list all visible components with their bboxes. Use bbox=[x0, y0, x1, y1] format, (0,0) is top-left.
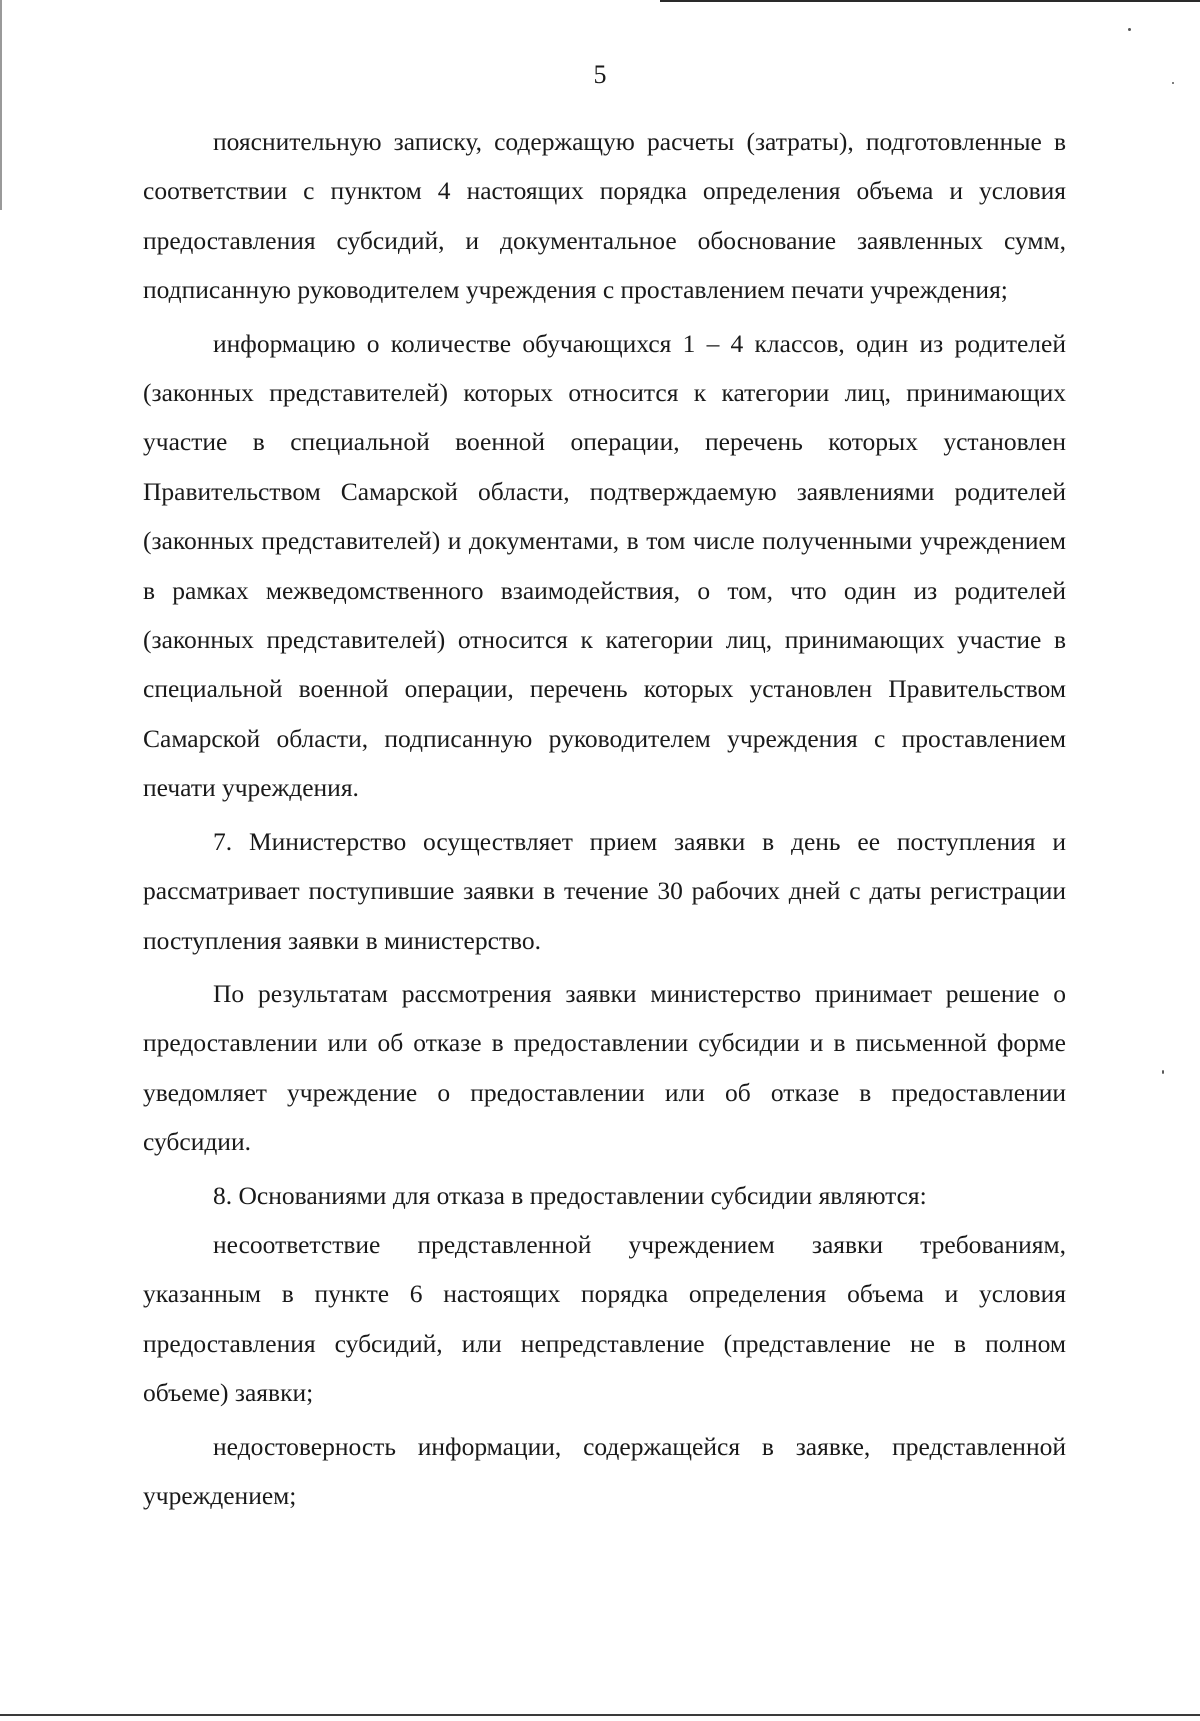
scan-speck bbox=[1162, 1070, 1164, 1074]
paragraph-item-8: 8. Основаниями для отказа в предоставлении субсидии являются: bbox=[213, 1180, 927, 1210]
scan-left-edge bbox=[0, 0, 2, 210]
scan-speck bbox=[1128, 28, 1131, 31]
scan-top-edge bbox=[660, 0, 1200, 2]
paragraph-unreliable-info: недостоверность информации, содержащейся в заявке, представленной учреждением; bbox=[143, 1431, 1066, 1510]
paragraph-student-info: информацию о количестве обучающихся 1 – 4 классов, один из родителей (законных представителей) которых относится к категории лиц, принимающих участие в специальной военной операции, перечень которых установлен Правительством Самарской области, подтверждаемую заявлениями родителей (законных представителей) и документами, в том числе полученными учреждением в рамках межведомственного взаимодействия, о том, что один из родителей (законных представителей) относится к категории лиц, принимающих участие в специальной военной операции, перечень которых установлен Правительством Самарской области, подписанную руководителем учреждения с проставлением печати учреждения. bbox=[143, 328, 1066, 803]
paragraph-review-results: По результатам рассмотрения заявки министерство принимает решение о предоставлении или об отказе в предоставлении субсидии и в письменной форме уведомляет учреждение о предоставлении или об отказе в предоставлении субсидии. bbox=[143, 978, 1066, 1157]
scan-bottom-edge bbox=[0, 1714, 1200, 1716]
paragraph-explanatory-note: пояснительную записку, содержащую расчеты (затраты), подготовленные в соответствии с пунктом 4 настоящих порядка определения объема и условия предоставления субсидий, и документальное обоснование заявленных сумм, подписанную руководителем учреждения с проставлением печати учреждения; bbox=[143, 127, 1066, 305]
paragraph-item-7: 7. Министерство осуществляет прием заявки в день ее поступления и рассматривает поступившие заявки в течение 30 рабочих дней с даты регистрации поступления заявки в министерство. bbox=[143, 826, 1066, 955]
page-number: 5 bbox=[593, 60, 607, 89]
paragraph-noncompliance: несоответствие представленной учреждением заявки требованиям, указанным в пункте 6 настоящих порядка определения объема и условия предоставления субсидий, или непредставление (представление не в полном объеме) заявки; bbox=[143, 1229, 1066, 1408]
document-body bbox=[143, 117, 1066, 1520]
